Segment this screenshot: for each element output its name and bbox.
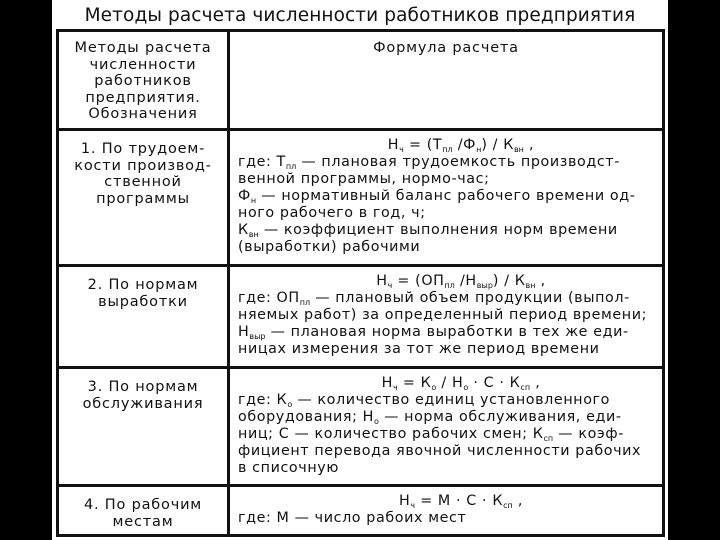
formula-text: = М · С · К <box>415 493 504 509</box>
header-methods-cell <box>58 31 229 130</box>
table-header-row <box>58 31 664 130</box>
method-line: 2. По нормам <box>87 277 199 293</box>
method-line: местам <box>112 513 174 530</box>
formula-text: ) / К <box>492 273 526 289</box>
formula-text: — количество единиц установленного <box>292 392 611 408</box>
formula-text: няемых работ) за определенный период времени; <box>238 307 648 323</box>
formula-text: /Н <box>454 273 477 289</box>
formula-text: · С · К <box>468 375 521 391</box>
formula-description-line <box>238 510 654 527</box>
right-black-border <box>668 0 720 540</box>
formula-text: Н <box>387 137 400 153</box>
method-cell <box>58 368 229 486</box>
formula-text: — плановая норма выработки в тех же еди- <box>265 324 629 340</box>
formula-description-line <box>238 188 654 205</box>
method-cell <box>58 266 229 368</box>
formula-text: — нормативный баланс рабочего времени од- <box>256 188 636 204</box>
formula-subscript: пл <box>444 281 455 290</box>
formula-text: где: М — число рабоих мест <box>238 510 467 526</box>
formula-text: фициент перевода явочной численности рабочих <box>238 443 642 459</box>
formula-text: = (Т <box>403 137 443 153</box>
formula-subscript: пл <box>442 145 453 154</box>
method-line: обслуживания <box>82 395 204 412</box>
method-line: кости производ- <box>74 157 212 174</box>
formula-description-line <box>238 443 654 460</box>
formula-text: ницах измерения за тот же период времени <box>238 341 600 357</box>
formula-text: , <box>535 273 546 289</box>
slide <box>52 0 668 540</box>
formula-subscript: пл <box>285 162 297 171</box>
formula-text: ниц; С — количество рабочих смен; К <box>238 426 544 442</box>
header-formula-cell: Формула расчета <box>229 31 664 130</box>
formula-text: оборудования; Н <box>238 409 375 425</box>
formula-text: ) / К <box>481 137 514 153</box>
table-row <box>58 266 664 368</box>
method-cell <box>58 486 229 536</box>
header-line: численности <box>89 56 197 73</box>
formula-subscript: о <box>463 383 469 392</box>
method-cell <box>58 130 229 266</box>
header-line: Методы расчета <box>74 40 212 56</box>
formula-subscript: н <box>250 196 257 205</box>
table-row <box>58 368 664 486</box>
formula-text: — коэффициент выполнения норм времени <box>258 222 618 238</box>
formula-subscript: сп <box>543 434 554 443</box>
formula-subscript: о <box>287 400 293 409</box>
formula-cell <box>229 486 664 536</box>
formula-text: = К <box>397 375 432 391</box>
formula-text: где: ОП <box>238 290 300 306</box>
formula-line <box>238 375 654 392</box>
formula-text: (выработки) рабочими <box>238 239 421 255</box>
formula-description-line <box>238 239 654 256</box>
formula-text: где: Т <box>238 154 286 170</box>
formula-text: в списочную <box>238 460 339 476</box>
formula-cell <box>229 368 664 486</box>
formula-text: /Ф <box>452 137 477 153</box>
formula-description-line <box>238 426 654 443</box>
formula-subscript: ч <box>399 145 404 154</box>
methods-table <box>56 29 665 537</box>
method-line: 4. По рабочим <box>83 497 203 513</box>
formula-text: Н <box>398 493 411 509</box>
formula-text: — коэф- <box>553 426 624 442</box>
formula-subscript: вн <box>513 145 524 154</box>
header-line: Обозначения <box>88 106 198 122</box>
table-row <box>58 130 664 266</box>
formula-text: Н <box>238 324 250 340</box>
formula-text: = (ОП <box>392 273 445 289</box>
formula-line <box>238 137 654 154</box>
table-row <box>58 486 664 536</box>
formula-subscript: н <box>476 145 482 154</box>
formula-subscript: ч <box>410 501 416 510</box>
left-black-border <box>0 0 52 540</box>
header-line: предприятия. <box>85 89 201 106</box>
formula-description-line <box>238 392 654 409</box>
formula-text: — плановая трудоемкость производст- <box>296 154 620 170</box>
formula-cell <box>229 130 664 266</box>
slide-title: Методы расчета численности работников предприятия <box>84 5 636 26</box>
formula-description-line <box>238 222 654 239</box>
formula-description-line <box>238 290 654 307</box>
method-line: программы <box>96 190 190 207</box>
formula-subscript: ч <box>392 383 398 392</box>
formula-text: где: К <box>238 392 288 408</box>
formula-subscript: выр <box>249 332 266 341</box>
formula-text: венной программы, нормо-час; <box>238 171 490 187</box>
formula-text: , <box>512 493 524 509</box>
formula-subscript: о <box>374 417 379 426</box>
formula-description-line <box>238 154 654 171</box>
formula-description-line <box>238 307 654 324</box>
formula-description-line <box>238 171 654 188</box>
formula-subscript: пл <box>299 298 311 307</box>
formula-text: Н <box>381 375 393 391</box>
method-line: 1. По трудоем- <box>80 141 206 157</box>
formula-description-line <box>238 324 654 341</box>
formula-description-line <box>238 205 654 222</box>
formula-subscript: выр <box>476 281 493 290</box>
formula-subscript: вн <box>248 230 259 239</box>
formula-subscript: вн <box>525 281 536 290</box>
formula-description-line <box>238 341 654 358</box>
formula-subscript: о <box>431 383 437 392</box>
formula-text: Н <box>376 273 388 289</box>
formula-text: ного рабочего в год, ч; <box>238 205 426 221</box>
formula-text: К <box>238 222 249 238</box>
formula-description-line <box>238 460 654 477</box>
formula-cell <box>229 266 664 368</box>
formula-text: , <box>530 375 541 391</box>
formula-text: / Н <box>436 375 464 391</box>
method-line: ственной <box>104 174 182 190</box>
formula-subscript: сп <box>503 501 513 510</box>
method-line: выработки <box>98 293 188 310</box>
formula-text: , <box>523 137 535 153</box>
formula-text: — плановый объем продукции (выпол- <box>310 290 630 306</box>
formula-line <box>238 493 654 510</box>
formula-line <box>238 273 654 290</box>
formula-text: Ф <box>238 188 251 204</box>
method-line: 3. По нормам <box>87 379 199 395</box>
formula-text: — норма обслуживания, еди- <box>378 409 622 425</box>
formula-subscript: сп <box>520 383 531 392</box>
formula-subscript: ч <box>387 281 393 290</box>
formula-description-line <box>238 409 654 426</box>
header-line: работников <box>94 73 192 89</box>
